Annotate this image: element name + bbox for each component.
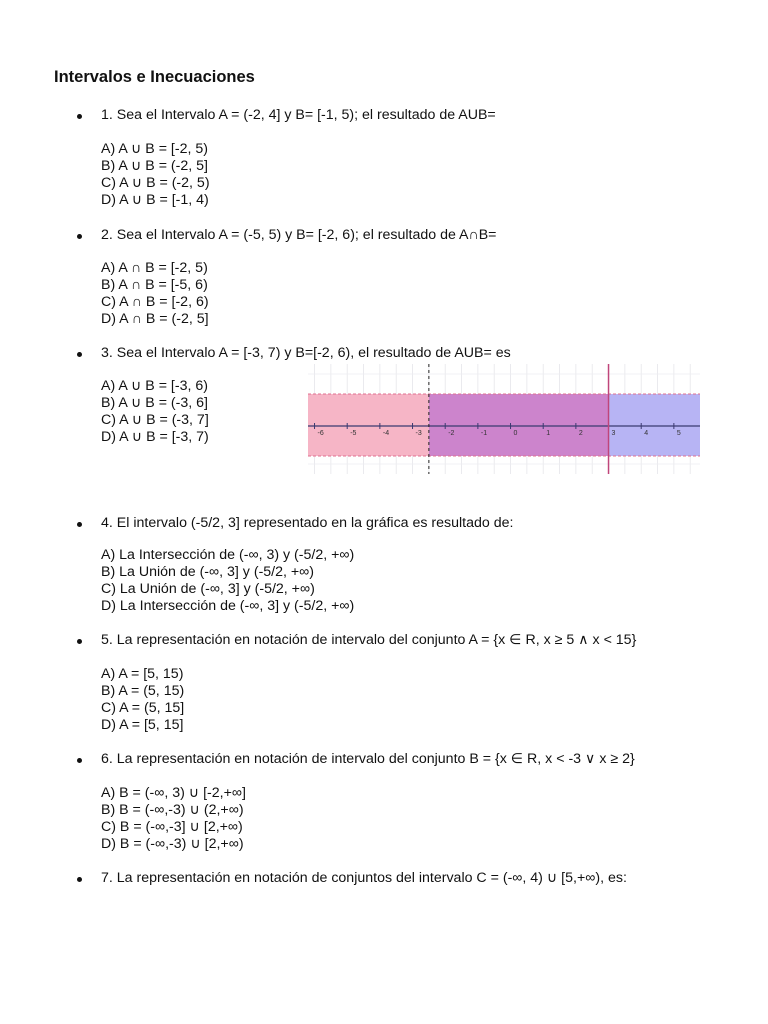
q1-option-c: C) A ∪ B = (-2, 5) bbox=[101, 175, 210, 191]
tick-label: 3 bbox=[611, 430, 616, 437]
bullet-5 bbox=[77, 639, 82, 644]
bullet-3 bbox=[77, 352, 82, 357]
interval-region-2 bbox=[429, 394, 609, 456]
tick-label: 5 bbox=[676, 430, 681, 437]
q6-option-a: A) B = (-∞, 3) ∪ [-2,+∞] bbox=[101, 785, 246, 801]
q1-option-b: B) A ∪ B = (-2, 5] bbox=[101, 158, 208, 174]
q1-option-a: A) A ∪ B = [-2, 5) bbox=[101, 141, 208, 157]
bullet-6 bbox=[77, 758, 82, 763]
question-6: 6. La representación en notación de intervalo del conjunto B = {x ∈ R, x < -3 ∨ x ≥ 2} bbox=[101, 751, 635, 767]
q3-option-a: A) A ∪ B = [-3, 6) bbox=[101, 378, 208, 394]
q5-option-b: B) A = (5, 15) bbox=[101, 683, 185, 699]
bullet-7 bbox=[77, 877, 82, 882]
q4-option-d: D) La Intersección de (-∞, 3] y (-5/2, +∞) bbox=[101, 598, 355, 614]
bullet-2 bbox=[77, 234, 82, 239]
question-7: 7. La representación en notación de conjuntos del intervalo C = (-∞, 4) ∪ [5,+∞), es: bbox=[101, 870, 627, 886]
page-title: Intervalos e Inecuaciones bbox=[54, 68, 255, 86]
q3-option-d: D) A ∪ B = [-3, 7) bbox=[101, 429, 209, 445]
tick-label: -5 bbox=[350, 430, 357, 437]
q5-option-d: D) A = [5, 15] bbox=[101, 717, 184, 733]
q6-option-c: C) B = (-∞,-3] ∪ [2,+∞) bbox=[101, 819, 243, 835]
q6-option-b: B) B = (-∞,-3) ∪ (2,+∞) bbox=[101, 802, 244, 818]
tick-label: 4 bbox=[644, 430, 649, 437]
bullet-4 bbox=[77, 522, 82, 527]
question-5: 5. La representación en notación de intervalo del conjunto A = {x ∈ R, x ≥ 5 ∧ x < 15} bbox=[101, 632, 637, 648]
question-3: 3. Sea el Intervalo A = [-3, 7) y B=[-2, 6), el resultado de AUB= es bbox=[101, 345, 511, 361]
question-1: 1. Sea el Intervalo A = (-2, 4] y B= [-1, 5); el resultado de AUB= bbox=[101, 107, 496, 123]
tick-label: -1 bbox=[480, 430, 488, 437]
q2-option-d: D) A ∩ B = (-2, 5] bbox=[101, 311, 209, 327]
tick-label: 1 bbox=[546, 430, 551, 437]
q4-option-c: C) La Unión de (-∞, 3] y (-5/2, +∞) bbox=[101, 581, 315, 597]
q1-option-d: D) A ∪ B = [-1, 4) bbox=[101, 192, 209, 208]
q2-option-b: B) A ∩ B = [-5, 6) bbox=[101, 277, 208, 293]
q5-option-a: A) A = [5, 15) bbox=[101, 666, 184, 682]
tick-label: 0 bbox=[513, 430, 518, 437]
tick-label: -3 bbox=[415, 430, 422, 437]
q3-option-c: C) A ∪ B = (-3, 7] bbox=[101, 412, 209, 428]
q5-option-c: C) A = (5, 15] bbox=[101, 700, 185, 716]
interval-region-3 bbox=[609, 394, 700, 456]
tick-label: -4 bbox=[382, 430, 390, 437]
q4-option-b: B) La Unión de (-∞, 3] y (-5/2, +∞) bbox=[101, 564, 315, 580]
question-4: 4. El intervalo (-5/2, 3] representado en la gráfica es resultado de: bbox=[101, 515, 514, 531]
q2-option-a: A) A ∩ B = [-2, 5) bbox=[101, 260, 208, 276]
q6-option-d: D) B = (-∞,-3) ∪ [2,+∞) bbox=[101, 836, 244, 852]
question-2: 2. Sea el Intervalo A = (-5, 5) y B= [-2, 6); el resultado de A∩B= bbox=[101, 227, 497, 243]
tick-label: 2 bbox=[578, 430, 583, 437]
tick-label: -2 bbox=[448, 430, 455, 437]
q3-option-b: B) A ∪ B = (-3, 6] bbox=[101, 395, 208, 411]
tick-label: -6 bbox=[317, 430, 324, 437]
bullet-1 bbox=[77, 114, 82, 119]
q2-option-c: C) A ∩ B = [-2, 6) bbox=[101, 294, 209, 310]
q4-option-a: A) La Intersección de (-∞, 3) y (-5/2, +∞) bbox=[101, 547, 355, 563]
number-line-figure bbox=[308, 364, 700, 474]
interval-region-1 bbox=[308, 394, 429, 456]
